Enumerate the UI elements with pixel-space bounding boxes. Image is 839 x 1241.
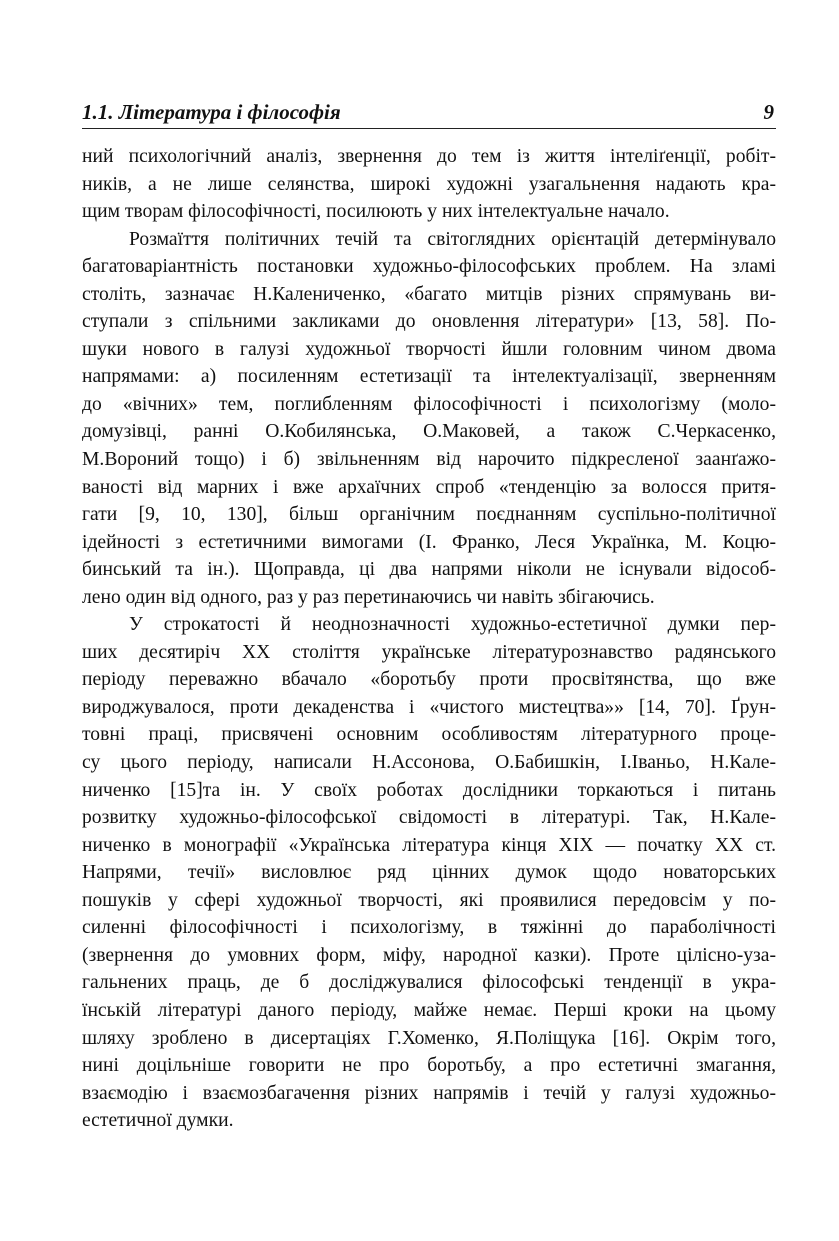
text-line: силенні філософічності і психологізму, в тяжінні до параболічності [82,917,776,939]
text-line: Напрями, течії» висловлює ряд цінних думок щодо новаторських [82,862,776,884]
text-line: гати [9, 10, 130], більш органічним поєднанням суспільно-політичної [82,504,776,526]
text-line: нині доцільніше говорити не про боротьбу, а про естетичні змагання, [82,1055,776,1077]
text-line: гальнених праць, де б досліджувалися філософські тенденції в укра- [82,972,776,994]
text-line: напрямами: а) посиленням естетизації та інтелектуалізації, зверненням [82,366,776,388]
section-title: 1.1. Література і філософія [82,100,341,124]
paragraph [82,611,776,1134]
text-line: щим творам філософічності, посилюють у них інтелектуальне начало. [82,201,670,223]
text-line: естетичної думки. [82,1110,234,1132]
running-header [82,96,776,129]
text-line: ниченко в монографії «Українська література кінця ХІХ — початку ХХ ст. [82,834,776,856]
text-line: періоду переважно вбачало «боротьбу проти просвітянства, що вже [82,669,776,691]
text-line: бинський та ін.). Щоправда, ці два напрями ніколи не існували відособ- [82,559,776,581]
text-line: до «вічних» тем, поглибленням філософічності і психологізму (моло- [82,393,776,415]
text-line: ших десятиріч ХХ століття українське літературознавство радянського [82,641,776,663]
text-line: шуки нового в галузі художньої творчості йшли головним чином двома [82,338,776,360]
text-line: пошуків у сфері художньої творчості, які проявилися передовсім у по- [82,889,776,911]
paragraph [82,226,776,612]
text-line: шляху зроблено в дисертаціях Г.Хоменко, Я.Поліщука [16]. Окрім того, [82,1027,776,1049]
text-line: лено один від одного, раз у раз перетинаючись чи навіть збігаючись. [82,586,655,608]
text-line: розвитку художньо-філософської свідомості в літературі. Так, Н.Кале- [82,807,776,829]
text-line: взаємодію і взаємозбагачення різних напрямів і течій у галузі художньо- [82,1082,776,1104]
text-line: ний психологічний аналіз, звернення до тем із життя інтеліґенції, робіт- [82,146,776,167]
text-line: ваності від марних і вже архаїчних спроб «тенденцію за волосся притя- [82,476,776,498]
text-line: ступали з спільними закликами до оновлення літератури» [13, 58]. По- [82,311,776,333]
text-line: ниченко [15]та ін. У своїх роботах дослідники торкаються і питань [82,779,776,801]
text-line: ідейності з естетичними вимогами (І. Франко, Леся Українка, М. Коцю- [82,531,776,553]
text-line: століть, зазначає Н.Калениченко, «багато митців різних спрямувань ви- [82,283,776,305]
text-line: їнській літературі даного періоду, майже немає. Перші кроки на цьому [82,999,776,1021]
text-line: Розмаїття політичних течій та світоглядних орієнтацій детермінувало [129,228,776,250]
text-line: товні праці, присвячені основним особливостям літературного проце- [82,724,776,746]
text-line: вироджувалося, проти декаденства і «чистого мистецтва»» [14, 70]. Ґрун- [82,696,776,718]
text-line: М.Вороний тощо) і б) звільненням від нарочито підкресленої заанґажо- [82,449,776,471]
body-text [82,143,776,1135]
text-line: ників, а не лише селянства, широкі художні узагальнення надають кра- [82,173,776,195]
text-line: су цього періоду, написали Н.Ассонова, О.Бабишкін, І.Іваньо, Н.Кале- [82,752,776,774]
text-line: У строкатості й неоднозначності художньо-естетичної думки пер- [129,614,776,636]
paragraph [82,143,776,226]
text-line: домузівці, ранні О.Кобилянська, О.Маковей, а також С.Черкасенко, [82,421,776,443]
book-page [82,96,776,1135]
text-line: (звернення до умовних форм, міфу, народної казки). Проте цілісно-уза- [82,944,776,966]
page-number: 9 [763,100,774,124]
text-line: багатоваріантність постановки художньо-філософських проблем. На зламі [82,256,776,278]
